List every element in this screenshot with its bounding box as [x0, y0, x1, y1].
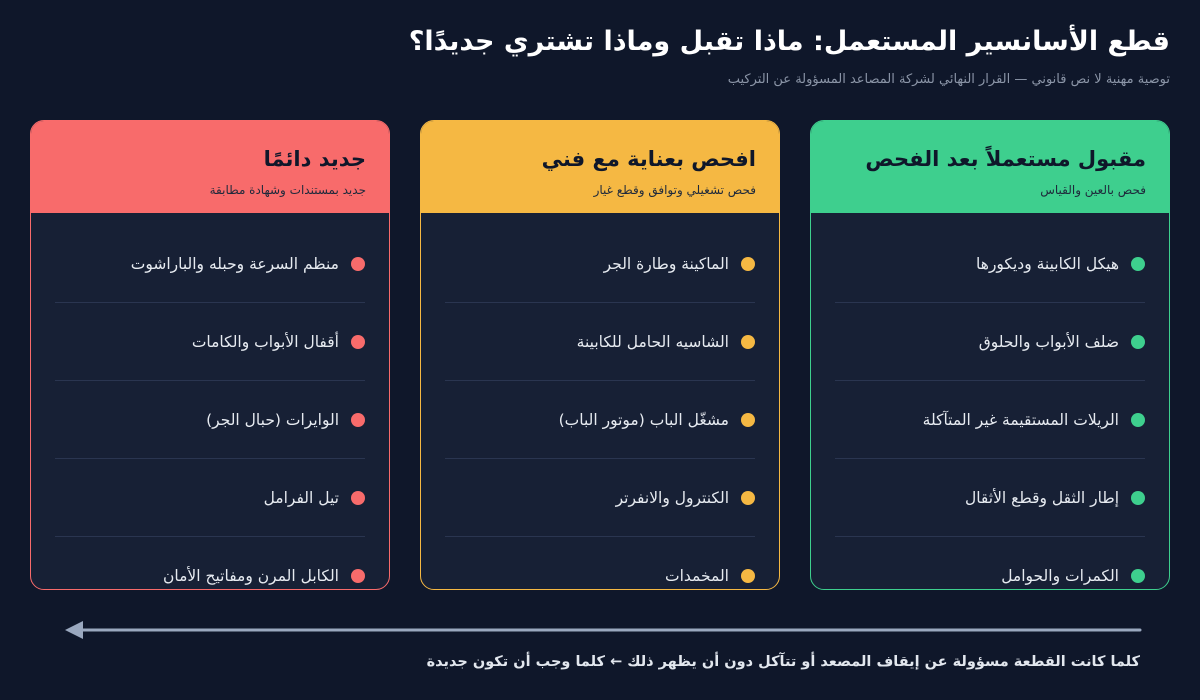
bullet-dot: [741, 413, 755, 427]
bullet-dot: [1131, 491, 1145, 505]
card-subtitle: فحص بالعين والقياس: [1040, 183, 1146, 197]
bullet-dot: [351, 491, 365, 505]
list-item: [55, 303, 365, 381]
list-item-label: الوايرات (حبال الجر): [206, 410, 339, 429]
arrow-head: [65, 621, 83, 639]
list-item-label: إطار الثقل وقطع الأثقال: [964, 488, 1119, 507]
bullet-dot: [741, 257, 755, 271]
bullet-dot: [351, 335, 365, 349]
card-item-list: [811, 213, 1169, 590]
card-subtitle: جديد بمستندات وشهادة مطابقة: [209, 183, 366, 197]
list-item-label: تيل الفرامل: [263, 488, 339, 507]
list-item: [835, 459, 1145, 537]
left-arrow-icon: [60, 615, 1145, 645]
card-item-list: [421, 213, 779, 590]
list-item-label: الكنترول والانفرتر: [615, 488, 729, 507]
bullet-dot: [741, 491, 755, 505]
list-item-label: ضلف الأبواب والحلوق: [978, 332, 1119, 351]
footer-caption: كلما كانت القطعة مسؤولة عن إيقاف المصعد أو تتآكل دون أن يظهر ذلك ← كلما وجب أن تكون جديدة: [426, 654, 1140, 670]
list-item-label: أقفال الأبواب والكامات: [191, 332, 339, 351]
card-header: [421, 121, 779, 213]
list-item: [445, 537, 755, 590]
card-subtitle: فحص تشغيلي وتوافق وقطع غيار: [593, 183, 756, 197]
card-header: [811, 121, 1169, 213]
list-item-label: مشغّل الباب (موتور الباب): [558, 410, 729, 429]
bullet-dot: [351, 413, 365, 427]
bullet-dot: [1131, 335, 1145, 349]
list-item-label: منظم السرعة وحبله والباراشوت: [130, 254, 339, 273]
card-title: جديد دائمًا: [263, 147, 366, 171]
card-inspect-with-technician: [420, 120, 780, 590]
list-item: [445, 381, 755, 459]
bullet-dot: [741, 335, 755, 349]
list-item-label: المخمدات: [665, 567, 729, 585]
list-item: [445, 225, 755, 303]
card-title: افحص بعناية مع فني: [541, 147, 756, 171]
bullet-dot: [1131, 413, 1145, 427]
list-item: [55, 381, 365, 459]
card-always-new: [30, 120, 390, 590]
list-item-label: الكابل المرن ومفاتيح الأمان: [163, 567, 339, 585]
list-item: [835, 537, 1145, 590]
page-subtitle: توصية مهنية لا نص قانوني — القرار النهائي لشركة المصاعد المسؤولة عن التركيب: [727, 72, 1170, 87]
list-item-label: الماكينة وطارة الجر: [603, 254, 729, 273]
bullet-dot: [1131, 569, 1145, 583]
bullet-dot: [1131, 257, 1145, 271]
bullet-dot: [351, 257, 365, 271]
list-item: [445, 459, 755, 537]
list-item-label: هيكل الكابينة وديكورها: [976, 254, 1119, 273]
list-item: [835, 225, 1145, 303]
bullet-dot: [351, 569, 365, 583]
list-item: [835, 303, 1145, 381]
page-title: قطع الأسانسير المستعمل: ماذا تقبل وماذا تشتري جديدًا؟: [408, 26, 1170, 57]
card-header: [31, 121, 389, 213]
list-item: [55, 459, 365, 537]
list-item: [835, 381, 1145, 459]
list-item: [55, 537, 365, 590]
card-item-list: [31, 213, 389, 590]
list-item: [445, 303, 755, 381]
list-item: [55, 225, 365, 303]
list-item-label: الريلات المستقيمة غير المتآكلة: [922, 410, 1119, 429]
card-title: مقبول مستعملاً بعد الفحص: [865, 147, 1146, 171]
list-item-label: الكمرات والحوامل: [1001, 567, 1119, 585]
card-accepted-used: [810, 120, 1170, 590]
bullet-dot: [741, 569, 755, 583]
list-item-label: الشاسيه الحامل للكابينة: [576, 332, 729, 351]
